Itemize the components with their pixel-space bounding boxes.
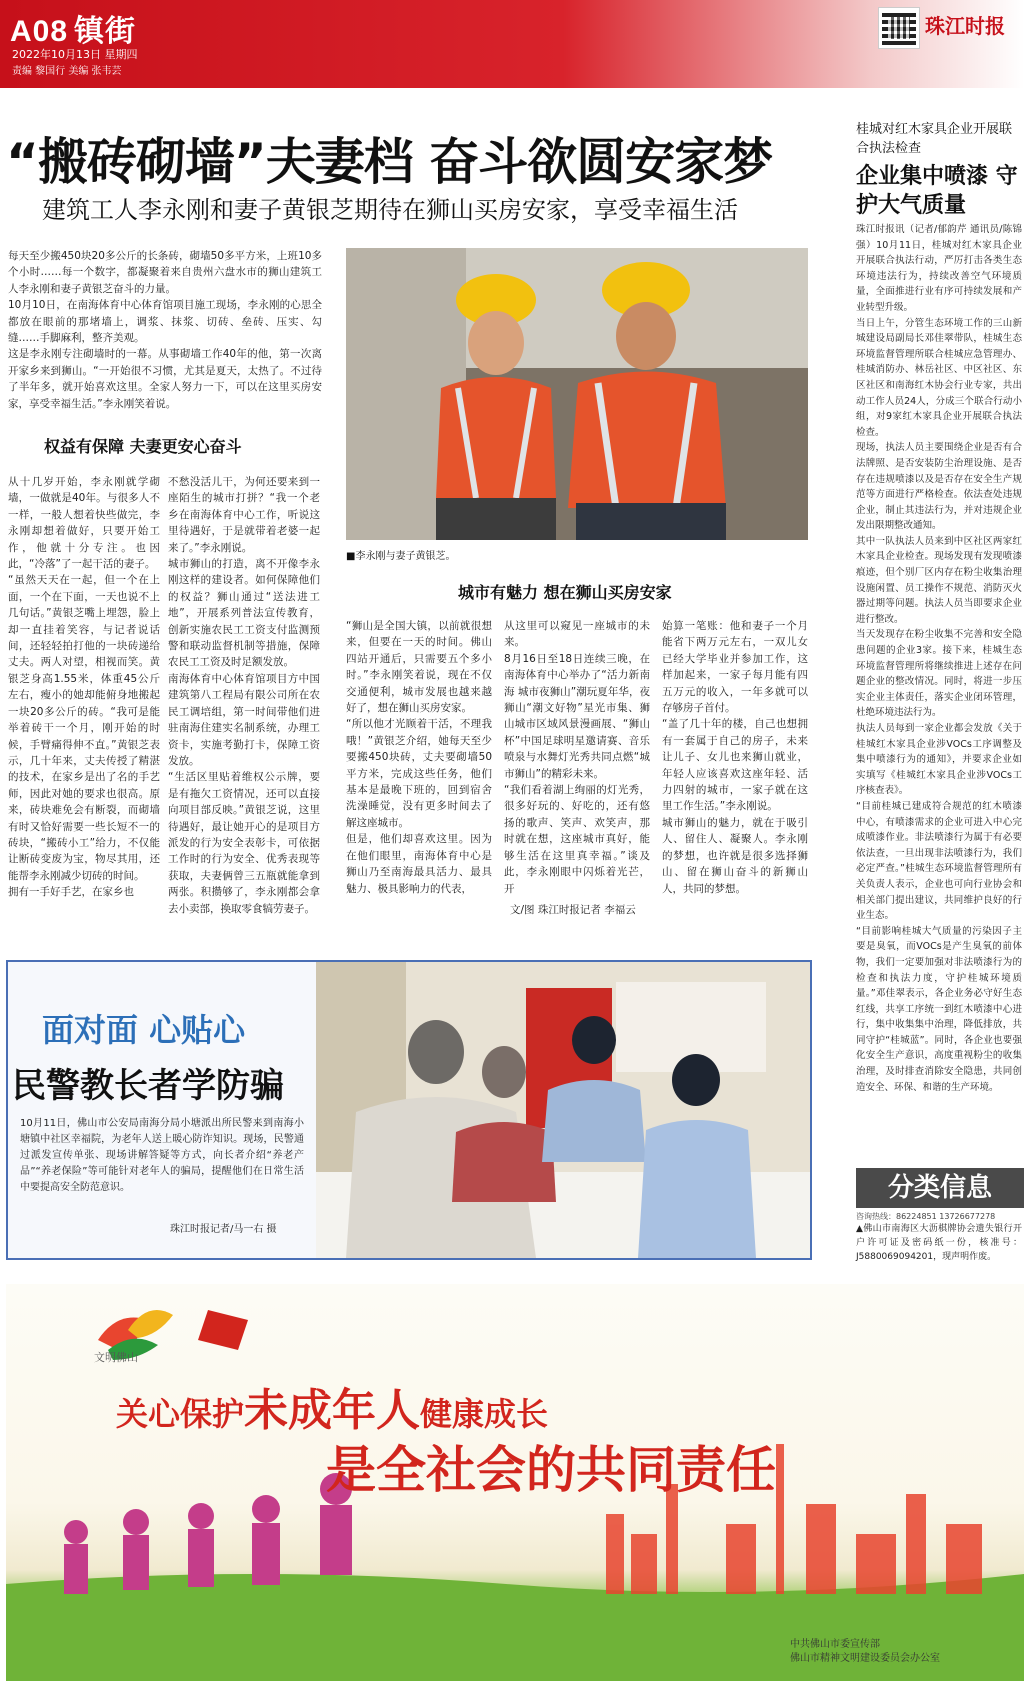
newspaper-logo: 珠江时报: [925, 14, 1005, 38]
qr-code-icon: [879, 8, 919, 48]
sidebar-kicker: 桂城对红木家具企业开展联合执法检查: [856, 122, 1013, 156]
story-byline: 文/图 珠江时报记者 李福云: [510, 904, 636, 916]
police-story-title2: 民警教长者学防骗: [12, 1066, 284, 1106]
banner-slogan-part3: 健康成长: [420, 1395, 549, 1433]
classified-phone: 咨询热线：86224851 13726677278: [856, 1212, 996, 1221]
page-number: [10, 6, 136, 50]
photo-caption: ■李永刚与妻子黄银芝。: [346, 551, 456, 562]
civilization-logo-name: 文明佛山: [94, 1351, 138, 1364]
classified-ad: ▲佛山市南海区大沥棋牌协会遗失银行开户许可证及密码纸一份，核准号：J5880069094201，现声明作废。: [856, 1224, 1022, 1262]
section1-column1: 从十几岁开始，李永刚就学砌墙，一做就是40年。与很多人不一样，一般人想着快些做完，李永刚却想着做好，只要开始工作，他就十分专注。也因此，“冷落”了一起干活的妻子。 “虽然天天在一起，但一个在上面，一个在下面，一天也说不上几句话。”黄银芝嘴上埋怨，脸上却一直挂着笑容，与记者说话间，还轻轻拍打他的一块砖递给丈夫。两人对望，相视而笑。黄银芝身高1.55米，体重45公斤左右，瘦小的她却能俯身地搬起一块20多公斤的砖。“我可是能举着砖干一个月，刚开始的时候，手臂痛得伸不直。”黄银芝表示，几十年来，丈夫传授了精湛的技术，在家乡是出了名的手艺师，因此对她的要求也很高。原来，砖块难免会有断裂，而砌墙有时又恰好需要一些长短不一的砖块，“搬砖小工”给力，不仅能让断砖变废为宝，物尽其用，还能帮李永刚减少切砖的时间。 拥有一手好手艺，在家乡也: [8, 476, 160, 899]
lead-paragraph: 每天至少搬450块20多公斤的长条砖，砌墙50多平方米，上班10多个小时……每一个数字，都凝聚着来自贵州六盘水市的狮山建筑工人李永刚和妻子黄银芝奋斗的力量。 10月10日，在南海体育中心体育馆项目施工现场，李永刚的心思全都放在眼前的那堵墙上，调浆、抹浆、切砖、垒砖、压实、勾缝……手脚麻利，整齐美观。 这是李永刚专注砌墙时的一幕。从事砌墙工作40年的他，第一次离开家乡来到狮山。“一开始很不习惯，尤其是夏天，太热了。不过待了半年多，就开始喜欢这里。全家人努力一下，可以在这里买房安家，享受幸福生活。”李永刚笑着说。: [8, 250, 322, 410]
civilization-logo-icon: [78, 1290, 278, 1380]
main-headline: “搬砖砌墙”夫妻档 奋斗欲圆安家梦: [6, 133, 773, 191]
banner-slogan-line2: 是全社会的共同责任: [326, 1441, 776, 1499]
police-story-body: 10月11日，佛山市公安局南海分局小塘派出所民警来到南海小塘镇中社区幸福院，为老年人送上暖心防诈知识。现场，民警通过派发宣传单张、现场讲解答疑等方式，向长者介绍“养老产品”“养老保险”等可能针对老年人的骗局，提醒他们在日常生活中要提高安全防范意识。: [20, 1118, 304, 1193]
section2-column1: “狮山是全国大镇，以前就很想来，但要在一天的时间。佛山四站开通后，只需要五个多小时。”李永刚笑着说，现在不仅交通便利，城市发展也越来越好了，想在狮山买房安家。 “所以他才光顾着干活，不理我哦！”黄银芝介绍，她每天至少要搬450块砖，丈夫要砌墙50平方米，完成这些任务，他们基本是最晚下班的，回到宿舍洗澡睡觉，没有更多时间去了解这座城市。 但是，他们却喜欢这里。因为在他们眼里，南海体育中心是狮山乃至南海最具活力、最具魅力、极具影响力的代表，: [346, 620, 492, 895]
section1-column2: 不愁没活儿干，为何还要来到一座陌生的城市打拼？“我一个老乡在南海体育中心工作，听说这里待遇好，于是就带着老婆一起来了。”李永刚说。 城市狮山的打造，离不开像李永刚这样的建设者。如何保障他们的权益？狮山通过“送法进工地”，开展系列普法宣传教育，创新实施农民工工资支付监测预警和联动监督机制等措施，保障农民工工资及时足额发放。 南海体育中心体育馆项目方中国建筑第八工程局有限公司所在农民工调培组，第一时间带他们进驻南海住建实名制系统，办理工资卡，实施考勤打卡，保障工资发放。 “生活区里贴着维权公示牌，要是有拖欠工资情况，还可以直接向项目部反映。”黄银芝说，这里待遇好，最让她开心的是项目方派发的行为安全表彰卡，可依据工作时的行为安全、优秀表现等获取，夫妻俩曾三五瓶就能拿到两张。积攒够了，李永刚都会拿去小卖部，换取零食犒劳妻子。: [168, 476, 320, 915]
page-no-label: A08: [10, 15, 69, 48]
banner-slogan-line1: [116, 1374, 548, 1438]
masthead: [0, 0, 1024, 88]
sidebar-body: 珠江时报讯（记者/郁韵芹 通讯员/陈锦强）10月11日，桂城对红木家具企业开展联合执法行动，严厉打击各类生态环境违法行为，持续改善空气环境质量，全面推进行业有序可持续发展和产业转型升级。 当日上午，分管生态环境工作的三山新城建设局副局长邓佳翠带队，桂城生态环境监督管理所联合桂城应急管理办、桂城消防办、林岳社区、中区社区、东区社区和南海红木协会行业专家，共出动工作人员24人，分成三个联合行动小组，对9家红木家具企业开展联合执法检查。 现场，执法人员主要围绕企业是否有合法牌照、是否安装防尘治理设施、是否存在违规喷漆以及是否存在安全生产规范等方面进行严格检查。依法查处违规企业，制止其违法行为，并对违规企业发出限期整改通知。 其中一队执法人员来到中区社区两家红木家具企业检查。现场发现有发现喷漆痕迹，但个别厂区内存在粉尘收集治理设施闲置、员工操作不规范、消防灭火器过期等问题。执法人员当即要求企业进行整改。 当天发现存在粉尘收集不完善和安全隐患问题的企业3家。接下来，桂城生态环境监督管理所将继续推进上述存在问题企业的整改情况。同时，将进一步压实企业主体责任，落实企业闭环管理，杜绝环境违法行为。 执法人员每到一家企业都会发放《关于桂城红木家具企业涉VOCs工序调整及集中喷漆行为的通知》，并要求企业如实填写《桂城红木家具企业涉VOCs工序核查表》。 “目前桂城已建成符合规范的红木喷漆中心，有喷漆需求的企业可进入中心完成喷漆作业。非法喷漆行为属于有必要依法查，一旦出现非法喷漆行为，我们必定严查。”桂城生态环境监督管理所有关负责人表示，企业也可向行业协会和相关部门提出建议，共同维护良好的行业生态。 “目前影响桂城大气质量的污染因子主要是臭氧，而VOCs是产生臭氧的前体物，我们一定要加强对非法喷漆行为的检查和执法力度，守护桂城环境质量。”邓佳翠表示，各企业务必守好生态红线，共享工序统一到红木喷漆中心进行，集中收集集中治理，降低排放，共同守护“桂城蓝”。同时，各企业也要强化安全生产意识，高度重视粉尘的收集治理，及时排查消除安全隐患，共同创造安全、环保、和谐的生产环境。: [856, 224, 1022, 1093]
police-photo: [316, 962, 810, 1258]
issue-date: 2022年10月13日 星期四: [12, 48, 138, 61]
section1-title: 权益有保障 夫妻更安心奋斗: [44, 437, 242, 456]
editors-credit: 责编 黎国行 美编 张韦芸: [12, 66, 122, 77]
section-name: 镇街: [74, 14, 137, 49]
sidebar-title: 企业集中喷漆 守护大气质量: [856, 163, 1018, 218]
classified-header: 分类信息: [856, 1168, 1024, 1208]
banner-sponsor: [790, 1638, 940, 1666]
section2-title: 城市有魅力 想在狮山买房安家: [458, 583, 672, 602]
main-subhead: 建筑工人李永刚和妻子黄银芝期待在狮山买房安家，享受幸福生活: [42, 196, 738, 224]
sponsor-line1: 中共佛山市委宣传部: [790, 1639, 880, 1650]
section2-column3: 始算一笔账：他和妻子一个月能省下两万元左右，一双儿女已经大学毕业并参加工作，这样加起来，一家子每月能有四五万元的收入，一年多就可以存够房子首付。 “盖了几十年的楼，自己也想拥有一套属于自己的房子，未来让儿子、女儿也来狮山就业，年轻人应该喜欢这座年轻、活力四射的城市，一家子就在这里工作生活。”李永刚说。 城市狮山的魅力，就在于吸引人、留住人、凝聚人。李永刚的梦想，也许就是很多选择狮山、留在狮山奋斗的新狮山人，共同的梦想。: [662, 620, 808, 895]
police-story-title1: 面对面 心贴心: [42, 1011, 246, 1049]
banner-slogan-part2: 未成年人: [244, 1385, 421, 1436]
couple-illustration: [346, 248, 808, 540]
couple-photo: [346, 248, 808, 540]
police-illustration: [316, 962, 810, 1258]
banner-slogan-part1: 关心保护: [116, 1395, 245, 1433]
sponsor-line2: 佛山市精神文明建设委员会办公室: [790, 1653, 940, 1664]
section2-column2: 从这里可以窥见一座城市的未来。 8月16日至18日连续三晚，在南海体育中心举办了“活力新南海 城市夜狮山”潮玩夏年华，夜狮山“潮文好物”星光市集、狮山城市区域风景漫画展、“狮山杯”中国足球明星邀请赛、音乐喷泉与水舞灯光秀共同点燃“城市狮山”的精彩未来。 “我们看着湖上绚丽的灯光秀，很多好玩的、好吃的，还有悠扬的歌声、笑声、欢笑声，那时就在想，这座城市真好，能够生活在这里真幸福。”谈及此，李永刚眼中闪烁着光芒，开: [504, 620, 650, 895]
police-story-byline: 珠江时报记者/马一右 摄: [170, 1224, 277, 1235]
